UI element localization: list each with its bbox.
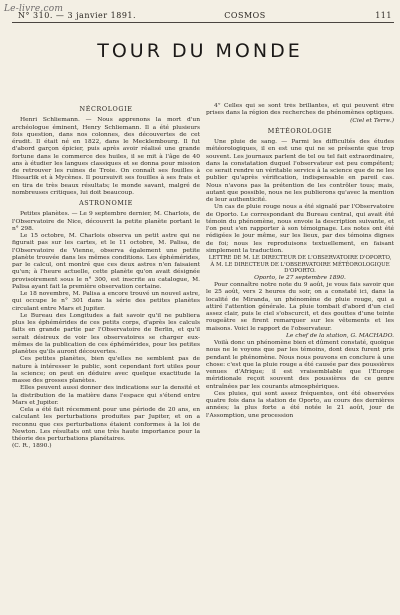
right-column: [206, 103, 394, 611]
meteorology-heading: MÉTÉOROLOGIE: [267, 126, 333, 135]
astronomy-heading: ASTRONOMIE: [79, 199, 133, 207]
letter-text: Pour connaître notre note du 9 août, je vous fais savoir que le 25 août, vers 2 heures du soir, on a constaté ici, dans la localité de Miranda, un phénomène de pluie rouge, qui a attiré l'attention générale. La pluie tombait d'abord d'un ciel assez clair, puis le ciel s'obscurcit, et des gouttes d'une teinte rougeâtre se firent remarquer sur les vêtements et les maisons. Voici le rapport de l'observateur.: [206, 282, 394, 332]
astronomy-paragraph: Cela a été fait récemment pour une période de 20 ans, en calculant les perturbations produites par Jupiter, et on a reconnu que ces perturbations étaient conformes à la loi de Newton. Les résultats ont une très haute importance pour la théorie des perturbations planétaires.: [12, 407, 200, 442]
necrology-heading: NÉCROLOGIE: [79, 105, 133, 113]
letter-heading: LETTRE DE M. LE DIRECTEUR DE L'OBSERVATOIRE D'OPORTO, À M. LE DIRECTEUR DE L'OBSERVATOIRE MÉTÉOROLOGIQUE D'OPORTO.: [208, 255, 392, 275]
left-column: [12, 103, 200, 611]
astronomy-paragraph: Petites planètes. — Le 9 septembre dernier, M. Charlois, de l'Observatoire de Nice, découvrit la petite planète portant le n° 298.: [12, 211, 200, 232]
meteorology-paragraph: Un cas de pluie rouge nous a été signalé par l'Observatoire de Oporto. Le correspondant du Bureau central, qui avait été témoin du phénomène, nous envoie la description suivante, et l'on peut s'en rapporter à son témoignage. Les notes ont été rédigées le jour même, sur les lieux, par des témoins dignes de foi; nous les reproduisons textuellement, en faisant simplement la traduction.: [206, 204, 394, 254]
meteorology-paragraph: Ces pluies, qui sont assez fréquentes, ont été observées quatre fois dans la station de Oporto, au cours des dernières années; la plus forte a été notée le 21 août, jour de l'Assomption, une procession: [206, 390, 394, 419]
page-title: TOUR DU MONDE: [97, 40, 303, 62]
astronomy-paragraph: Ces petites planètes, bien qu'elles ne semblent pas de nature à intéresser le public, sont cependant fort utiles pour la science; on peut en déduire avec quelque exactitude la masse des grosses planètes.: [12, 356, 200, 384]
header-rule: [12, 22, 394, 23]
letter-date: Oporto, le 27 septembre 1890.: [254, 274, 346, 281]
watermark: Le-livre.com: [4, 4, 64, 14]
running-header: [18, 6, 392, 20]
astronomy-paragraph: Le 15 octobre, M. Charlois observa un petit astre qui ne figurait pas sur les cartes, et le 11 octobre, M. Palisa, de l'Observatoire de Vienne, observa également une petite planète trouvée dans les mêmes conditions. Les éphémérides, par le calcul, ont montré que ces deux astres n'en faisaient qu'un; à l'heure actuelle, cette planète qu'on avait désignée provisoirement sous le n° 300, est inscrite au catalogue, M. Palisa ayant fait la première observation certaine.: [12, 233, 200, 290]
meteorology-paragraph: Une pluie de sang. — Parmi les difficultés des études météorologiques, il en est une qui ne se présente que trop souvent. Les journaux parlent de tel ou tel fait extraordinaire, dans la constatation duquel l'observateur est peu compétent; ce serait rendre un véritable service à la science que de ne les publier qu'après vérification, indispensable en pareil cas. Nous n'avons pas la prétention de les contrôler tous; mais, autant que possible, nous ne les publierons qu'avec la mention de leur authenticité.: [206, 139, 394, 203]
astronomy-paragraph: Le 18 novembre, M. Palisa a encore trouvé un nouvel astre, qui occupe le n° 301 dans la série des petites planètes circulant entre Mars et Jupiter.: [12, 291, 200, 312]
letter-signature: Le chef de la station, G. MACHADO.: [285, 332, 394, 339]
intro-paragraph: 4° Celles qui se sont très brillantes, et qui peuvent être prises dans la région des recherches de phénomènes optiques.: [206, 103, 394, 117]
astronomy-paragraph: Elles peuvent aussi donner des indications sur la densité et la distribution de la matière dans l'espace qui s'étend entre Mars et Jupiter.: [12, 385, 200, 406]
meteorology-paragraph: Voilà donc un phénomène bien et dûment constaté, quoique nous ne le voyons que par les témoins, dont deux furent pris pendant le phénomène. Nous nous pouvons en conclure à une chose: c'est que la pluie rouge a été causée par des poussières venues d'Afrique; il est vraisemblable que l'Europe méridionale reçoit souvent des poussières de ce genre entraînées par les courants atmosphériques.: [206, 340, 394, 390]
issue-number: N° 310. — 3 janvier 1891.: [18, 11, 137, 20]
necrology-text: Henri Schliemann. — Nous apprenons la mort d'un archéologue éminent, Henry Schliemann. Il a été plusieurs fois question, dans nos colonnes, des découvertes de cet érudit. Il était né en 1822, dans le Mecklembourg. Il fut d'abord garçon épicier, puis après avoir réalisé une grande fortune dans le commerce des huiles, il se mit à l'âge de 40 ans à étudier les langues classiques et se donna pour mission de retrouver les ruines de Troie. On connaît ses fouilles à Hissarlik et à Mycènes. Il poursuivit ses fouilles à ses frais et en tira de très beaux résultats; le monde savant, malgré de nombreuses critiques, lui doit beaucoup.: [12, 117, 200, 196]
astronomy-paragraph: Le Bureau des Longitudes a fait savoir qu'il ne publiera plus les éphémérides de ces petits corps, d'après les calculs faits en grande partie par l'Observatoire de Berlin, et qu'il serait désireux de voir les observatoires se charger eux-mêmes de la publication de ces éphémérides, pour les petites planètes qu'ils auront découvertes.: [12, 312, 200, 355]
journal-name: COSMOS: [224, 11, 266, 20]
footer-reference: (C. R., 1890.): [12, 443, 52, 450]
page-number: 111: [375, 11, 392, 20]
intro-signature: (Ciel et Terre.): [350, 117, 394, 124]
